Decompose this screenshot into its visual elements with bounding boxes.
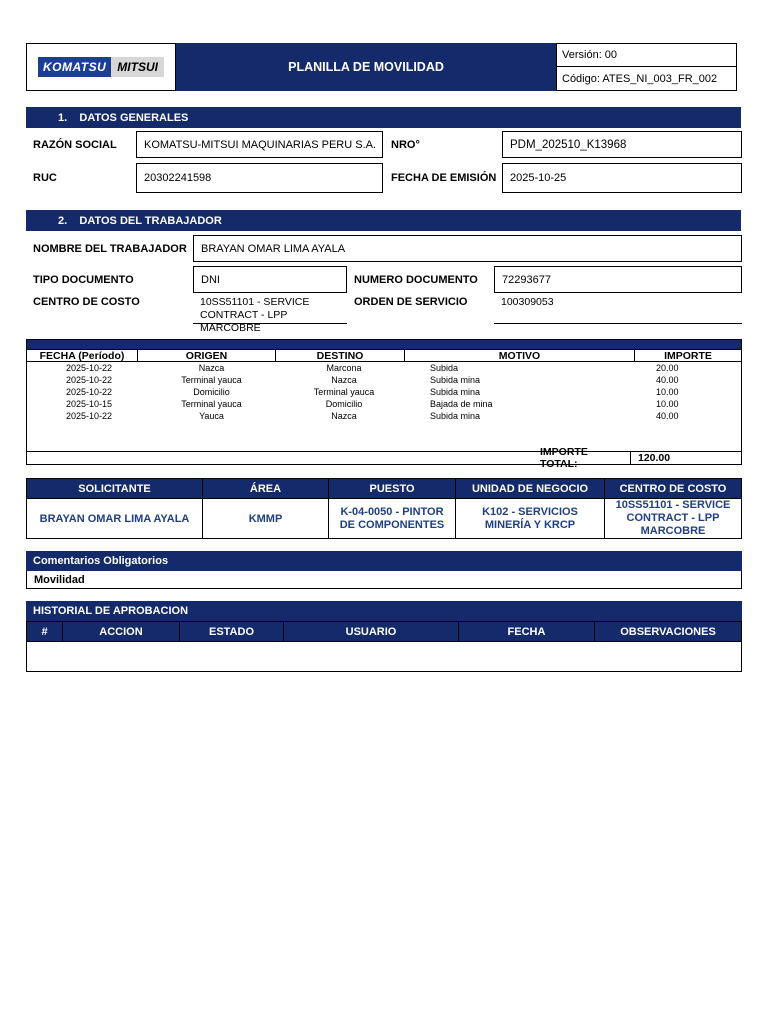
orden-servicio-field: 100309053 [494, 296, 742, 324]
ruc-field: 20302241598 [136, 163, 383, 193]
importe-total-value: 120.00 [630, 451, 742, 465]
puesto-value: K-04-0050 - PINTOR DE COMPONENTES [329, 499, 456, 539]
tipo-documento-field: DNI [193, 266, 347, 293]
col-header-origen: ORIGEN [138, 350, 276, 361]
row-origen: Terminal yauca [181, 399, 242, 409]
row-fecha: 2025-10-22 [65, 363, 113, 373]
table-row [27, 362, 741, 374]
col-header-unidad-negocio: UNIDAD DE NEGOCIO [456, 479, 605, 499]
nro-field: PDM_202510_K13968 [502, 131, 742, 158]
section-datos-trabajador: 2. DATOS DEL TRABAJADOR [26, 210, 741, 231]
unidad-negocio-value: K102 - SERVICIOS MINERÍA Y KRCP [456, 499, 605, 539]
fecha-emision-label: FECHA DE EMISIÓN [391, 172, 497, 184]
fecha-emision-field: 2025-10-25 [502, 163, 742, 193]
centro-costo-label: CENTRO DE COSTO [33, 296, 140, 308]
table-row [27, 410, 741, 422]
col-header-estado: ESTADO [180, 622, 284, 642]
nombre-trabajador-field: BRAYAN OMAR LIMA AYALA [193, 235, 742, 262]
nombre-trabajador-label: NOMBRE DEL TRABAJADOR [33, 242, 187, 255]
movilidad-table [26, 339, 742, 470]
col-header-puesto: PUESTO [329, 479, 456, 499]
tipo-documento-label: TIPO DOCUMENTO [33, 273, 134, 286]
row-destino: Domicilio [325, 399, 363, 409]
historial-empty-row [27, 642, 742, 672]
col-header-usuario: USUARIO [284, 622, 459, 642]
table-row [27, 374, 741, 386]
col-header-accion: ACCION [63, 622, 180, 642]
historial-table [26, 621, 742, 672]
row-origen: Terminal yauca [181, 375, 242, 385]
mitsui-logo-mark: MITSUI [111, 57, 164, 77]
importe-total-label: IMPORTE TOTAL: [540, 446, 588, 470]
row-importe: 10.00 [656, 399, 679, 409]
col-header-motivo: MOTIVO [405, 350, 635, 361]
col-header-centro-costo: CENTRO DE COSTO [605, 479, 742, 499]
row-motivo: Subida mina [430, 375, 481, 385]
table-row [27, 398, 741, 410]
row-importe: 10.00 [656, 387, 679, 397]
comentarios-text: Movilidad [26, 571, 742, 589]
row-fecha: 2025-10-22 [65, 411, 113, 421]
numero-documento-label: NUMERO DOCUMENTO [354, 273, 478, 286]
col-header-importe: IMPORTE [664, 349, 712, 362]
col-header-area: ÁREA [203, 479, 329, 499]
logo [27, 44, 175, 90]
row-origen: Domicilio [193, 387, 230, 397]
solicitante-value: BRAYAN OMAR LIMA AYALA [27, 499, 203, 539]
row-importe: 40.00 [656, 411, 679, 421]
table-row [27, 386, 741, 398]
numero-documento-field: 72293677 [494, 266, 742, 293]
razon-social-label: RAZÓN SOCIAL [33, 138, 117, 151]
row-motivo: Subida mina [430, 411, 481, 421]
movilidad-rows [27, 362, 741, 422]
row-motivo: Bajada de mina [430, 399, 493, 409]
solicitante-table [26, 478, 742, 539]
row-importe: 20.00 [656, 363, 679, 373]
row-fecha: 2025-10-22 [65, 375, 113, 385]
row-motivo: Subida [430, 363, 459, 373]
row-motivo: Subida mina [430, 387, 481, 397]
row-destino: Terminal yauca [313, 387, 375, 397]
movilidad-table-topbar [27, 340, 741, 349]
historial-header: HISTORIAL DE APROBACION [26, 601, 742, 621]
row-importe: 40.00 [656, 375, 679, 385]
col-header-destino: DESTINO [276, 350, 405, 361]
version-text: Versión: 00 [557, 43, 737, 67]
col-header-numero: # [27, 622, 63, 642]
centro-costo-field: 10SS51101 - SERVICE CONTRACT - LPP MARCOBRE [193, 296, 347, 324]
nro-label: NRO° [391, 138, 420, 151]
comentarios-header: Comentarios Obligatorios [26, 551, 742, 571]
row-destino: Marcona [326, 363, 362, 373]
row-origen: Yauca [199, 411, 224, 421]
row-destino: Nazca [331, 375, 357, 385]
col-header-observaciones: OBSERVACIONES [595, 622, 742, 642]
row-fecha: 2025-10-22 [65, 387, 113, 397]
centro-costo-value: 10SS51101 - SERVICE CONTRACT - LPP MARCOBRE [605, 499, 742, 539]
orden-servicio-label: ORDEN DE SERVICIO [354, 296, 468, 308]
area-value: KMMP [203, 499, 329, 539]
row-fecha: 2025-10-15 [65, 399, 113, 409]
col-header-solicitante: SOLICITANTE [27, 479, 203, 499]
ruc-label: RUC [33, 172, 57, 184]
col-header-fecha: FECHA (Período) [27, 350, 138, 361]
row-destino: Nazca [331, 411, 357, 421]
row-origen: Nazca [198, 363, 225, 373]
komatsu-logo-mark: KOMATSU [38, 57, 111, 77]
page-title: PLANILLA DE MOVILIDAD [175, 43, 557, 91]
codigo-text: Código: ATES_NI_003_FR_002 [557, 66, 737, 91]
col-header-fecha: FECHA [459, 622, 595, 642]
razon-social-field: KOMATSU-MITSUI MAQUINARIAS PERU S.A. [136, 131, 383, 158]
section-datos-generales: 1. DATOS GENERALES [26, 107, 741, 128]
